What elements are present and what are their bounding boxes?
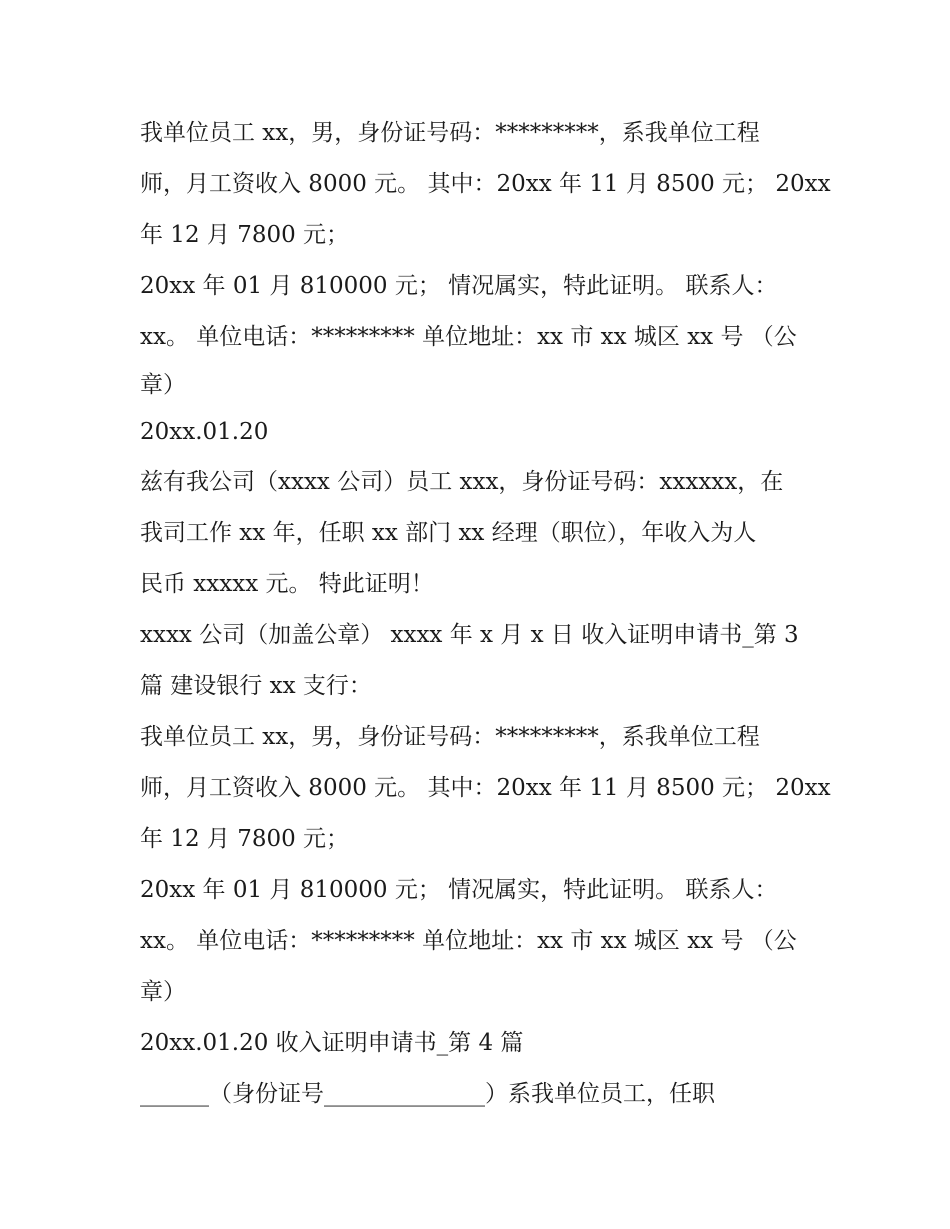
text-line-4: 20xx 年 01 月 810000 元； 情况属实，特此证明。 联系人： [140, 273, 778, 299]
text-line-8: 兹有我公司（xxxx 公司）员工 xxx，身份证号码：xxxxxx，在 [140, 469, 784, 495]
text-line-10: 民币 xxxxx 元。 特此证明！ [140, 571, 434, 597]
document-body [140, 108, 831, 1120]
text-line-1: 我单位员工 xx，男，身份证号码：*********，系我单位工程 [140, 120, 760, 146]
text-line-14: 师，月工资收入 8000 元。 其中：20xx 年 11 月 8500 元； 20xx [140, 775, 831, 801]
text-line-date-1: 20xx.01.20 [140, 419, 269, 445]
text-line-20: ______（身份证号______________）系我单位员工，任职 [140, 1081, 715, 1107]
text-line-18: 章） [140, 979, 186, 1005]
text-line-date-2: 20xx.01.20 收入证明申请书_第 4 篇 [140, 1030, 524, 1056]
text-line-3: 年 12 月 7800 元； [140, 222, 350, 248]
text-line-11: xxxx 公司（加盖公章） xxxx 年 x 月 x 日 收入证明申请书_第 3 [140, 622, 799, 648]
text-line-12: 篇 建设银行 xx 支行： [140, 673, 372, 699]
text-line-5: xx。 单位电话：********* 单位地址：xx 市 xx 城区 xx 号 （公 [140, 324, 797, 350]
text-line-6: 章） [140, 372, 186, 398]
text-line-2: 师，月工资收入 8000 元。 其中：20xx 年 11 月 8500 元； 20xx [140, 171, 831, 197]
text-line-13: 我单位员工 xx，男，身份证号码：*********，系我单位工程 [140, 724, 760, 750]
text-line-17: xx。 单位电话：********* 单位地址：xx 市 xx 城区 xx 号 （公 [140, 928, 797, 954]
text-line-9: 我司工作 xx 年，任职 xx 部门 xx 经理（职位），年收入为人 [140, 520, 757, 546]
text-line-16: 20xx 年 01 月 810000 元； 情况属实，特此证明。 联系人： [140, 877, 778, 903]
text-line-15: 年 12 月 7800 元； [140, 826, 350, 852]
